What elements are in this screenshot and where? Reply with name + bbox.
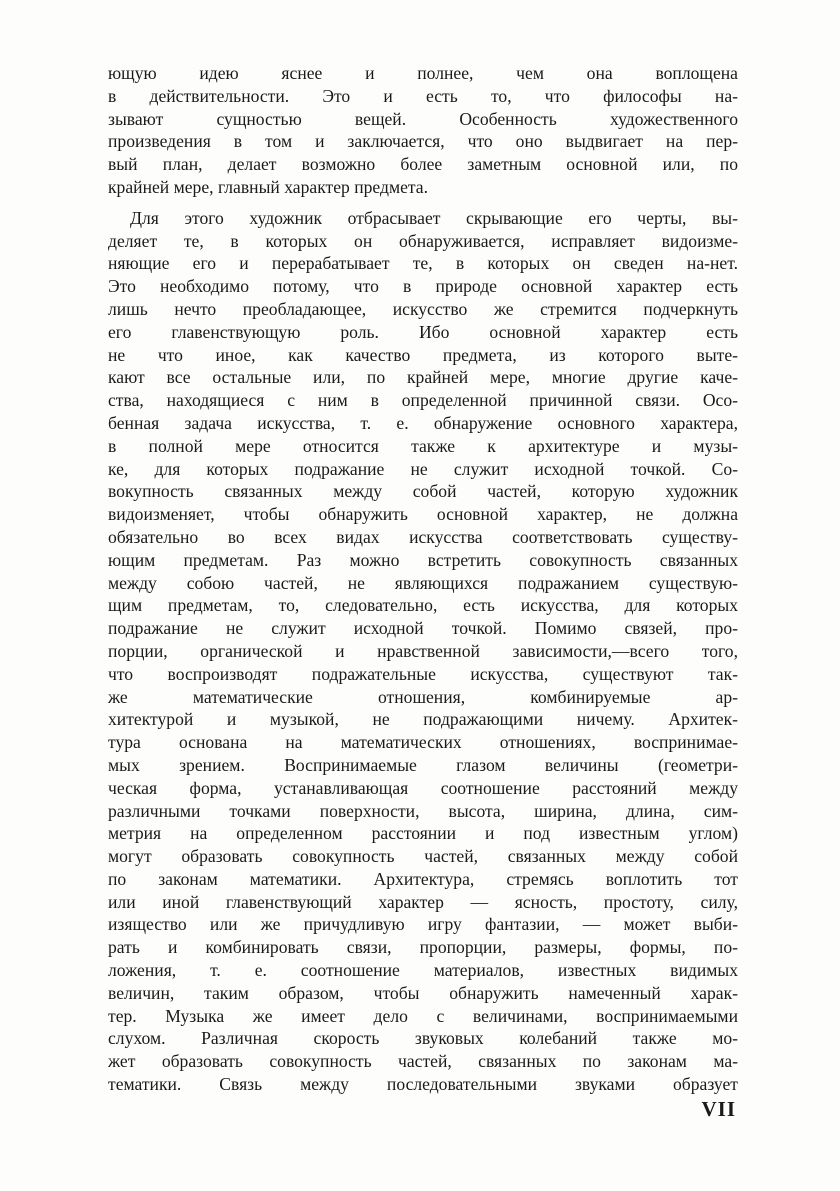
text-line: ющую идею яснее и полнее, чем она воплощена <box>108 63 738 83</box>
body-text <box>108 62 738 1096</box>
text-line: кают все остальные или, по крайней мере, многие другие каче- <box>108 367 738 388</box>
text-line: порции, органической и нравственной зависимости,—всего того, <box>108 640 738 661</box>
text-line: в действительности. Это и есть то, что философы на- <box>108 85 738 106</box>
paragraph-1 <box>108 62 738 199</box>
text-line: зывают сущностью вещей. Особенность художественного <box>108 108 738 129</box>
text-line: ющим предметам. Раз можно встретить совокупность связанных <box>108 549 738 570</box>
text-line: лишь нечто преобладающее, искусство же стремится подчеркнуть <box>108 298 738 319</box>
text-line: что воспроизводят подражательные искусства, существуют так- <box>108 663 738 684</box>
text-line: обязательно во всех видах искусства соответствовать существу- <box>108 526 738 547</box>
page-number: VII <box>701 1097 736 1121</box>
text-line: произведения в том и заключается, что оно выдвигает на пер- <box>108 131 738 152</box>
text-line: слухом. Различная скорость звуковых колебаний также мо- <box>108 1028 738 1049</box>
text-line: по законам математики. Архитектура, стремясь воплотить тот <box>108 868 738 889</box>
text-line: няющие его и перерабатывает те, в которых он сведен на-нет. <box>108 253 738 274</box>
text-line: крайней мере, главный характер предмета. <box>108 176 429 197</box>
text-line: ке, для которых подражание не служит исходной точкой. Со- <box>108 458 738 479</box>
text-line: мых зрением. Воспринимаемые глазом величины (геометри- <box>108 754 738 775</box>
text-line: рать и комбинировать связи, пропорции, размеры, формы, по- <box>108 937 738 958</box>
text-line: Это необходимо потому, что в природе основной характер есть <box>108 276 738 297</box>
text-line: не что иное, как качество предмета, из которого выте- <box>108 344 738 365</box>
text-line: ства, находящиеся с ним в определенной причинной связи. Осо- <box>108 390 738 411</box>
text-line: ческая форма, устанавливающая соотношение расстояний между <box>108 777 738 798</box>
text-line: же математические отношения, комбинируемые ар- <box>108 686 738 707</box>
text-line: деляет те, в которых он обнаруживается, исправляет видоизме- <box>108 230 738 251</box>
text-line: щим предметам, то, следовательно, есть искусства, для которых <box>108 595 738 616</box>
text-line: вый план, делает возможно более заметным основной или, по <box>108 154 738 175</box>
text-line: видоизменяет, чтобы обнаружить основной характер, не должна <box>108 504 738 525</box>
text-line: вокупность связанных между собой частей, которую художник <box>108 481 738 502</box>
text-line: Для этого художник отбрасывает скрывающие его черты, вы- <box>130 207 738 228</box>
text-line: подражание не служит исходной точкой. Помимо связей, про- <box>108 618 738 639</box>
text-line: его главенствующую роль. Ибо основной характер есть <box>108 321 738 342</box>
text-line: тер. Музыка же имеет дело с величинами, воспринимаемыми <box>108 1005 738 1026</box>
text-line: изящество или же причудливую игру фантазии, — может выби- <box>108 914 738 935</box>
text-line: тематики. Связь между последовательными звуками образует <box>108 1074 738 1095</box>
text-line: величин, таким образом, чтобы обнаружить намеченный харак- <box>108 982 738 1003</box>
text-line: метрия на определенном расстоянии и под известным углом) <box>108 823 738 844</box>
text-line: ложения, т. е. соотношение материалов, известных видимых <box>108 960 738 981</box>
text-line: бенная задача искусства, т. е. обнаружение основного характера, <box>108 412 738 433</box>
text-line: в полной мере относится также к архитектуре и музы- <box>108 435 738 456</box>
text-line: тура основана на математических отношениях, воспринимае- <box>108 732 738 753</box>
text-line: или иной главенствующий характер — ясность, простоту, силу, <box>108 891 738 912</box>
text-line: жет образовать совокупность частей, связанных по законам ма- <box>108 1051 738 1072</box>
text-line: между собою частей, не являющихся подражанием существую- <box>108 572 738 593</box>
text-line: различными точками поверхности, высота, ширина, длина, сим- <box>108 800 738 821</box>
text-line: хитектурой и музыкой, не подражающими ничему. Архитек- <box>108 709 738 730</box>
paragraph-gap <box>108 199 738 207</box>
text-line: могут образовать совокупность частей, связанных между собой <box>108 846 738 867</box>
paragraph-2 <box>108 207 738 1096</box>
